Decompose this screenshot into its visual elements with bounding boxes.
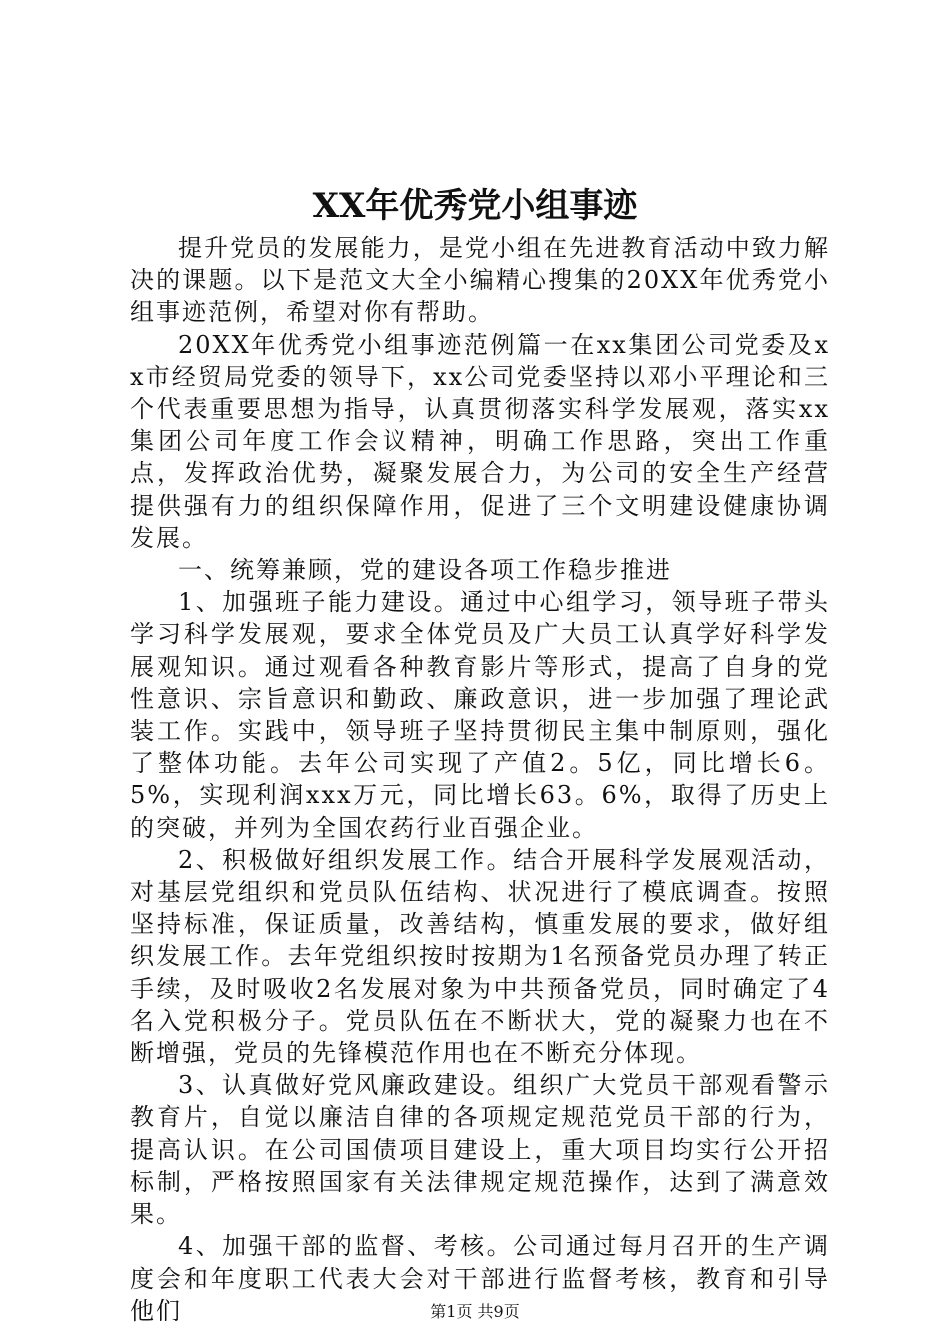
paragraph-item-3: 3、认真做好党风廉政建设。组织广大党员干部观看警示教育片，自觉以廉洁自律的各项规定规范党员干部的行为，提高认识。在公司国债项目建设上，重大项目均实行公开招标制，严格按照国家有关法律规定规范操作，达到了满意效果。 bbox=[130, 1071, 830, 1229]
page-number-footer: 第1页 共9页 bbox=[430, 1302, 520, 1321]
paragraph-intro: 提升党员的发展能力，是党小组在先进教育活动中致力解决的课题。以下是范文大全小编精心搜集的20XX年优秀党小组事迹范例，希望对你有帮助。 bbox=[130, 234, 830, 327]
paragraph-item-4: 4、加强干部的监督、考核。公司通过每月召开的生产调度会和年度职工代表大会对干部进行监督考核，教育和引导他们 bbox=[130, 1232, 830, 1325]
document-title: XX年优秀党小组事迹 bbox=[312, 186, 638, 226]
paragraph-example-one: 20XX年优秀党小组事迹范例篇一在xx集团公司党委及xx市经贸局党委的领导下，xx公司党委坚持以邓小平理论和三个代表重要思想为指导，认真贯彻落实科学发展观，落实xx集团公司年度工作会议精神，明确工作思路，突出工作重点，发挥政治优势，凝聚发展合力，为公司的安全生产经营提供强有力的组织保障作用，促进了三个文明建设健康协调发展。 bbox=[130, 330, 830, 552]
document-body bbox=[130, 232, 830, 1327]
paragraph-item-2: 2、积极做好组织发展工作。结合开展科学发展观活动，对基层党组织和党员队伍结构、状况进行了模底调查。按照坚持标准，保证质量，改善结构，慎重发展的要求，做好组织发展工作。去年党组织按时按期为1名预备党员办理了转正手续，及时吸收2名发展对象为中共预备党员，同时确定了4名入党积极分子。党员队伍在不断状大，党的凝聚力也在不断增强，党员的先锋模范作用也在不断充分体现。 bbox=[130, 845, 830, 1068]
section-heading-one: 一、统筹兼顾，党的建设各项工作稳步推进 bbox=[178, 556, 672, 585]
paragraph-item-1: 1、加强班子能力建设。通过中心组学习，领导班子带头学习科学发展观，要求全体党员及广大员工认真学好科学发展观知识。通过观看各种教育影片等形式，提高了自身的党性意识、宗旨意识和勤政、廉政意识，进一步加强了理论武装工作。实践中，领导班子坚持贯彻民主集中制原则，强化了整体功能。去年公司实现了产值2。5亿，同比增长6。5%，实现利润xxx万元，同比增长63。6%，取得了历史上的突破，并列为全国农药行业百强企业。 bbox=[130, 588, 830, 842]
